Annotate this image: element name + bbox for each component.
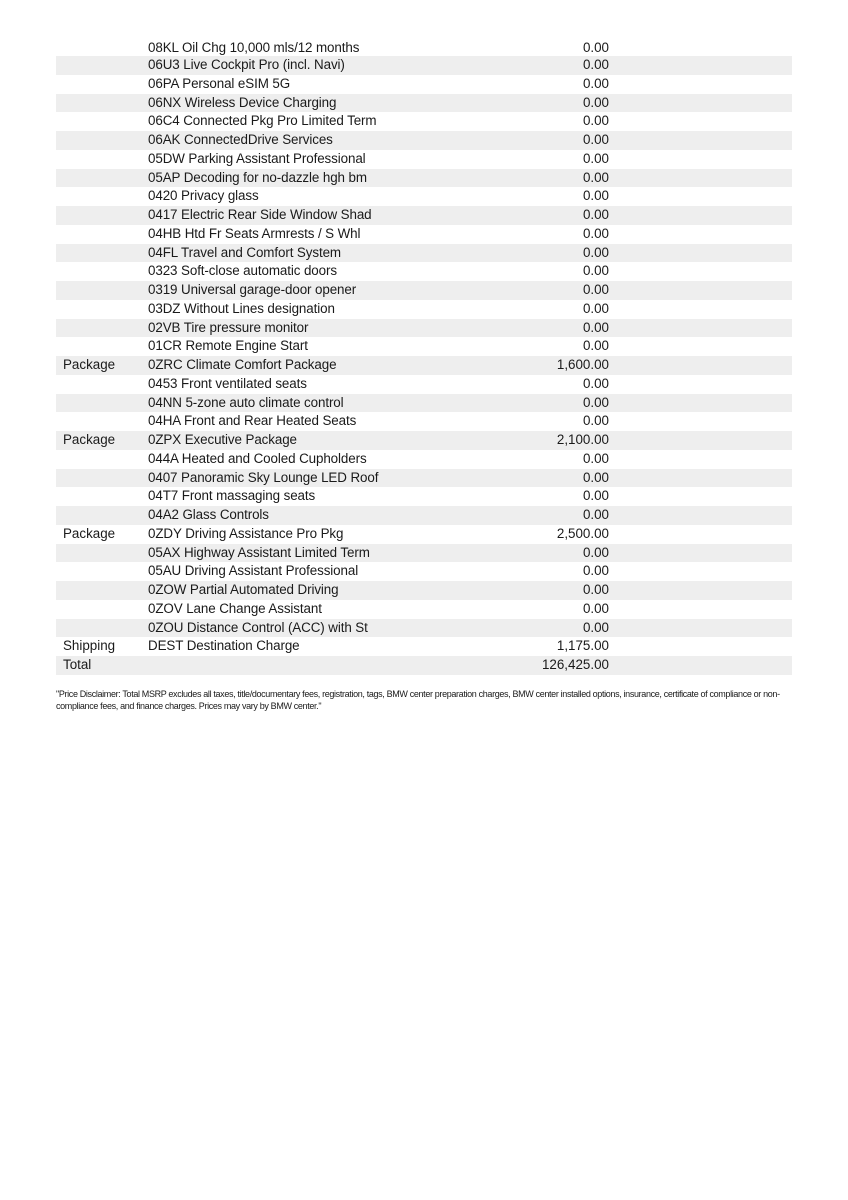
table-row	[56, 431, 792, 450]
table-row	[56, 300, 792, 319]
table-row	[56, 487, 792, 506]
row-price: 2,100.00	[556, 432, 609, 447]
row-price: 0.00	[582, 244, 609, 260]
table-row	[56, 412, 792, 431]
table-row	[56, 169, 792, 188]
row-description: 0ZDY Driving Assistance Pro Pkg	[148, 525, 344, 541]
table-row	[56, 619, 792, 638]
table-row	[56, 562, 792, 581]
row-description: 0319 Universal garage-door opener	[148, 282, 357, 297]
row-description: 05AX Highway Assistant Limited Term	[148, 544, 370, 560]
row-price: 0.00	[582, 619, 609, 635]
row-price: 1,175.00	[556, 638, 609, 654]
row-description: 044A Heated and Cooled Cupholders	[148, 450, 367, 466]
row-price: 0.00	[582, 582, 609, 597]
row-description: 0ZRC Climate Comfort Package	[148, 357, 337, 372]
row-description: 0ZPX Executive Package	[148, 432, 297, 447]
row-description: 0407 Panoramic Sky Lounge LED Roof	[148, 469, 379, 485]
row-description: 01CR Remote Engine Start	[148, 338, 308, 354]
table-row	[56, 39, 792, 56]
row-price: 0.00	[582, 113, 609, 129]
price-table	[56, 39, 792, 675]
table-row	[56, 600, 792, 619]
row-price: 0.00	[582, 150, 609, 166]
row-description: 04A2 Glass Controls	[148, 507, 269, 522]
row-price: 0.00	[582, 338, 609, 354]
row-price: 0.00	[582, 394, 609, 410]
table-row	[56, 262, 792, 281]
row-description: 0ZOV Lane Change Assistant	[148, 600, 322, 616]
row-description: 0420 Privacy glass	[148, 188, 259, 204]
table-row	[56, 581, 792, 600]
row-description: 0453 Front ventilated seats	[148, 375, 307, 391]
row-price: 0.00	[582, 488, 609, 504]
row-description: 03DZ Without Lines designation	[148, 300, 335, 316]
row-description: 06AK ConnectedDrive Services	[148, 132, 333, 147]
table-row	[56, 206, 792, 225]
row-price: 0.00	[582, 600, 609, 616]
table-row	[56, 544, 792, 563]
row-price: 0.00	[582, 94, 609, 110]
row-type: Package	[63, 357, 116, 372]
row-description: 04NN 5-zone auto climate control	[148, 394, 344, 410]
table-row	[56, 75, 792, 94]
row-description: 06PA Personal eSIM 5G	[148, 75, 291, 91]
row-description: 04FL Travel and Comfort System	[148, 244, 341, 260]
row-price: 0.00	[582, 507, 609, 522]
row-price: 0.00	[582, 282, 609, 297]
table-row	[56, 131, 792, 150]
row-description: DEST Destination Charge	[148, 638, 300, 654]
row-price: 0.00	[582, 40, 609, 55]
row-type: Shipping	[63, 638, 116, 654]
row-price: 0.00	[582, 413, 609, 429]
row-price: 0.00	[582, 450, 609, 466]
table-row	[56, 375, 792, 394]
row-description: 0323 Soft-close automatic doors	[148, 263, 337, 279]
row-description: 06C4 Connected Pkg Pro Limited Term	[148, 113, 377, 129]
row-price: 0.00	[582, 57, 609, 72]
row-description: 04HB Htd Fr Seats Armrests / S Whl	[148, 225, 361, 241]
row-price: 0.00	[582, 225, 609, 241]
table-row	[56, 56, 792, 75]
table-row	[56, 225, 792, 244]
row-description: 05DW Parking Assistant Professional	[148, 150, 366, 166]
total-price: 126,425.00	[541, 657, 609, 672]
table-row	[56, 244, 792, 263]
row-type: Package	[63, 525, 116, 541]
row-description: 0ZOU Distance Control (ACC) with St	[148, 619, 368, 635]
row-price: 0.00	[582, 469, 609, 485]
table-row	[56, 281, 792, 300]
row-price: 0.00	[582, 188, 609, 204]
row-price: 1,600.00	[556, 357, 609, 372]
table-row	[56, 112, 792, 131]
row-price: 0.00	[582, 207, 609, 222]
row-type: Package	[63, 432, 116, 447]
total-row	[56, 656, 792, 675]
row-price: 0.00	[582, 544, 609, 560]
row-description: 0417 Electric Rear Side Window Shad	[148, 207, 372, 222]
price-disclaimer: "Price Disclaimer: Total MSRP excludes all taxes, title/documentary fees, registration, tags, BMW center preparation charges, BMW center installed options, insurance, certificate of compliance or non-compliance fees, and finance charges. Prices may vary by BMW center."	[56, 689, 780, 711]
table-row	[56, 469, 792, 488]
row-type: Total	[63, 657, 92, 672]
row-price: 0.00	[582, 75, 609, 91]
row-price: 0.00	[582, 169, 609, 185]
table-row	[56, 637, 792, 656]
table-row	[56, 356, 792, 375]
row-price: 2,500.00	[556, 525, 609, 541]
table-row	[56, 150, 792, 169]
table-row	[56, 450, 792, 469]
row-description: 06U3 Live Cockpit Pro (incl. Navi)	[148, 57, 345, 72]
table-row	[56, 506, 792, 525]
table-row	[56, 525, 792, 544]
row-description: 05AP Decoding for no-dazzle hgh bm	[148, 169, 367, 185]
row-price: 0.00	[582, 132, 609, 147]
table-row	[56, 94, 792, 113]
table-row	[56, 187, 792, 206]
row-price: 0.00	[582, 375, 609, 391]
row-price: 0.00	[582, 300, 609, 316]
row-description: 06NX Wireless Device Charging	[148, 94, 337, 110]
row-description: 08KL Oil Chg 10,000 mls/12 months	[148, 40, 360, 55]
row-description: 04HA Front and Rear Heated Seats	[148, 413, 357, 429]
table-row	[56, 394, 792, 413]
table-row	[56, 337, 792, 356]
row-description: 0ZOW Partial Automated Driving	[148, 582, 339, 597]
table-row	[56, 319, 792, 338]
row-price: 0.00	[582, 319, 609, 335]
row-description: 02VB Tire pressure monitor	[148, 319, 309, 335]
row-price: 0.00	[582, 263, 609, 279]
row-price: 0.00	[582, 563, 609, 579]
row-description: 05AU Driving Assistant Professional	[148, 563, 359, 579]
row-description: 04T7 Front massaging seats	[148, 488, 316, 504]
